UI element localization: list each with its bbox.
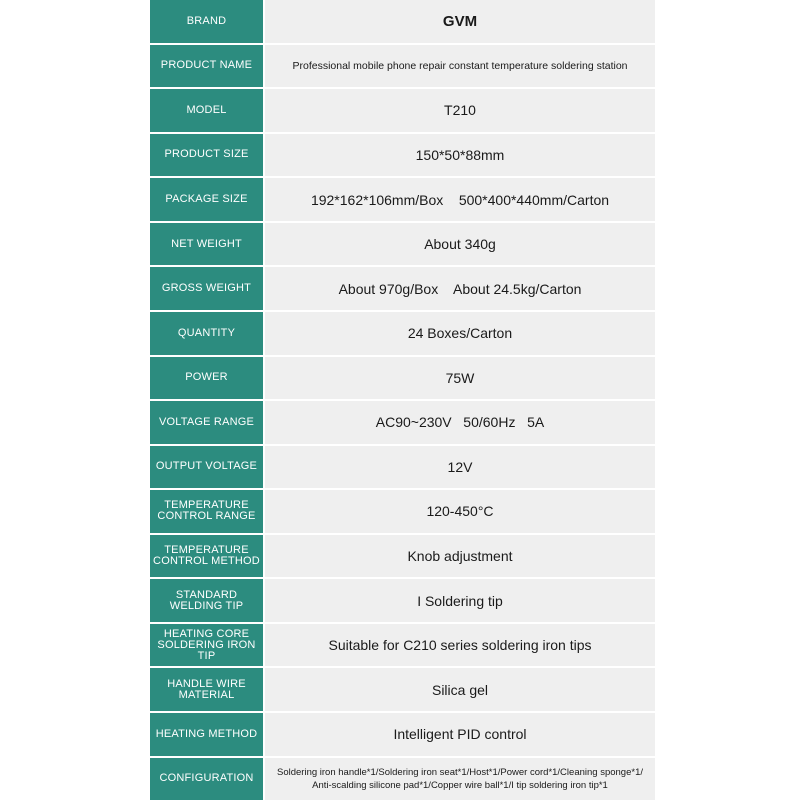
spec-value: About 340g <box>265 223 655 266</box>
spec-label: HANDLE WIRE MATERIAL <box>150 668 263 711</box>
spec-label: QUANTITY <box>150 312 263 355</box>
spec-value: 75W <box>265 357 655 400</box>
spec-value: AC90~230V 50/60Hz 5A <box>265 401 655 444</box>
spec-row-heating-core <box>150 624 655 669</box>
spec-label: GROSS WEIGHT <box>150 267 263 310</box>
spec-value: 192*162*106mm/Box 500*400*440mm/Carton <box>265 178 655 221</box>
spec-row-configuration <box>150 758 655 800</box>
spec-row-package-size <box>150 178 655 223</box>
spec-row-voltage-range <box>150 401 655 446</box>
spec-value: T210 <box>265 89 655 132</box>
spec-label: STANDARD WELDING TIP <box>150 579 263 622</box>
spec-value: 120-450°C <box>265 490 655 533</box>
spec-label: NET WEIGHT <box>150 223 263 266</box>
spec-value: 150*50*88mm <box>265 134 655 177</box>
spec-label: POWER <box>150 357 263 400</box>
spec-value: Professional mobile phone repair constant temperature soldering station <box>265 45 655 88</box>
spec-value: GVM <box>265 0 655 43</box>
spec-row-output-voltage <box>150 446 655 491</box>
spec-table <box>150 0 655 800</box>
spec-label: PACKAGE SIZE <box>150 178 263 221</box>
spec-value: I Soldering tip <box>265 579 655 622</box>
spec-value: Soldering iron handle*1/Soldering iron seat*1/Host*1/Power cord*1/Cleaning sponge*1/ Anti-scalding silicone pad*1/Copper wire ball*1/I tip soldering iron tip*1 <box>265 758 655 800</box>
spec-row-handle-wire-material <box>150 668 655 713</box>
spec-label: VOLTAGE RANGE <box>150 401 263 444</box>
spec-label: PRODUCT SIZE <box>150 134 263 177</box>
spec-row-net-weight <box>150 223 655 268</box>
spec-row-product-size <box>150 134 655 179</box>
spec-row-standard-welding-tip <box>150 579 655 624</box>
spec-label: PRODUCT NAME <box>150 45 263 88</box>
spec-row-brand <box>150 0 655 45</box>
spec-label: CONFIGURATION <box>150 758 263 800</box>
spec-label: MODEL <box>150 89 263 132</box>
spec-row-heating-method <box>150 713 655 758</box>
spec-row-temperature-control-method <box>150 535 655 580</box>
spec-value: Intelligent PID control <box>265 713 655 756</box>
spec-row-model <box>150 89 655 134</box>
spec-label: HEATING CORE SOLDERING IRON TIP <box>150 624 263 667</box>
spec-row-gross-weight <box>150 267 655 312</box>
spec-label: BRAND <box>150 0 263 43</box>
spec-row-temperature-control-range <box>150 490 655 535</box>
spec-value: Silica gel <box>265 668 655 711</box>
spec-value: Suitable for C210 series soldering iron tips <box>265 624 655 667</box>
spec-value: 12V <box>265 446 655 489</box>
spec-label: HEATING METHOD <box>150 713 263 756</box>
spec-row-quantity <box>150 312 655 357</box>
spec-label: TEMPERATURE CONTROL METHOD <box>150 535 263 578</box>
spec-value: About 970g/Box About 24.5kg/Carton <box>265 267 655 310</box>
spec-label: OUTPUT VOLTAGE <box>150 446 263 489</box>
spec-label: TEMPERATURE CONTROL RANGE <box>150 490 263 533</box>
spec-value: 24 Boxes/Carton <box>265 312 655 355</box>
spec-row-product-name <box>150 45 655 90</box>
spec-value: Knob adjustment <box>265 535 655 578</box>
spec-row-power <box>150 357 655 402</box>
